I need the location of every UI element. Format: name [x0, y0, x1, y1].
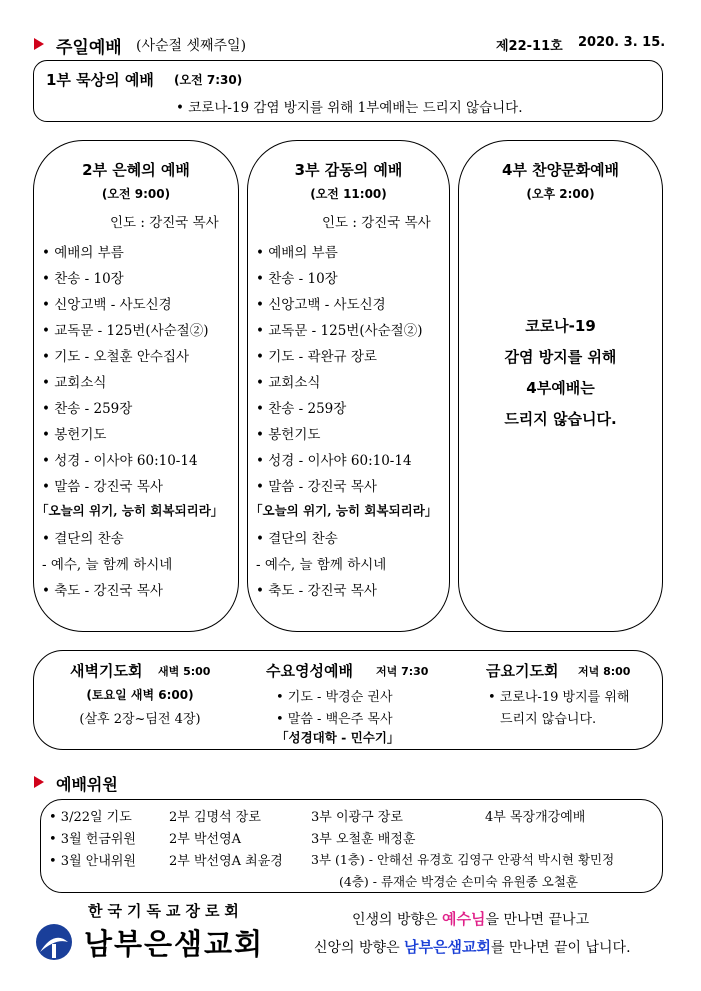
service4-title: 4부 찬양문화예배 [501, 161, 620, 179]
motto-text: 신앙의 방향은 [314, 940, 405, 956]
list-item: • 성경 - 이사야 60:10-14 [42, 453, 198, 469]
committee-cell: 2부 김명석 장로 [169, 810, 261, 825]
motto-line [352, 908, 589, 929]
service4-notice-line: 4부예배는 [526, 379, 595, 397]
list-item: • 교회소식 [42, 375, 107, 391]
list-item: - 예수, 늘 함께 하시네 [42, 557, 173, 573]
motto [300, 908, 680, 968]
service4-notice-line: 감염 방지를 위해 [504, 348, 617, 366]
list-item: • 봉헌기도 [42, 427, 107, 443]
issue-date: 2020. 3. 15. [578, 35, 666, 50]
committee-box [40, 799, 663, 893]
list-item: • 축도 - 강진국 목사 [42, 583, 163, 599]
committee-cell: (4층) - 류재순 박경순 손미숙 유원종 오철훈 [339, 874, 578, 889]
dawn-title: 새벽기도회 [70, 662, 143, 680]
weekday-box [33, 650, 663, 750]
fri-note: • 코로나-19 방지를 위해 [488, 690, 630, 705]
fri-time: 저녁 8:00 [578, 665, 631, 678]
church-emblem-icon [34, 922, 74, 962]
list-item: • 성경 - 이사야 60:10-14 [256, 453, 412, 469]
service1-note: • 코로나-19 감염 방지를 위해 1부예배는 드리지 않습니다. [176, 100, 523, 116]
committee-cell: 2부 박선영A [169, 832, 242, 847]
service1-time: (오전 7:30) [174, 73, 243, 87]
service1-title: 1부 묵상의 예배 [46, 71, 154, 89]
bullet-arrow-icon [34, 776, 44, 788]
service4-time: (오후 2:00) [526, 187, 595, 201]
committee-cell: 3부 이광구 장로 [311, 810, 403, 825]
list-item: • 교독문 - 125번(사순절②) [256, 323, 423, 339]
list-item: • 예배의 부름 [256, 245, 338, 261]
motto-text: 을 만나면 끝나고 [485, 912, 590, 928]
service4-notice-line: 드리지 않습니다. [504, 410, 617, 428]
service3-title: 3부 감동의 예배 [294, 161, 403, 179]
wed-section [246, 651, 464, 751]
list-item: • 찬송 - 259장 [42, 401, 133, 417]
list-item: - 예수, 늘 함께 하시네 [256, 557, 387, 573]
list-item: • 결단의 찬송 [42, 531, 124, 547]
committee-header [34, 772, 334, 794]
list-item: • 찬송 - 259장 [256, 401, 347, 417]
service2-title: 2부 은혜의 예배 [82, 161, 190, 179]
service3-box [247, 140, 450, 632]
service2-time: (오전 9:00) [101, 187, 171, 201]
list-item: • 축도 - 강진국 목사 [256, 583, 377, 599]
list-item: • 봉헌기도 [256, 427, 321, 443]
motto-text: 를 만나면 끝이 납니다. [491, 940, 631, 956]
issue-number: 제22-11호 [496, 39, 563, 54]
dawn-reading: (살후 2장~딤전 4장) [79, 712, 201, 727]
list-item: • 말씀 - 강진국 목사 [42, 479, 163, 495]
fri-section [464, 651, 664, 751]
sermon-title: 「오늘의 위기, 능히 회복되리라」 [250, 503, 438, 518]
list-item: • 신앙고백 - 사도신경 [256, 297, 386, 313]
wed-sermon: • 말씀 - 백은주 목사 [276, 712, 393, 727]
service4-box [458, 140, 663, 632]
wed-title: 수요영성예배 [266, 662, 353, 680]
list-item: • 찬송 - 10장 [256, 271, 338, 287]
list-item: • 교독문 - 125번(사순절②) [42, 323, 209, 339]
service3-leader: 인도 : 강진국 목사 [322, 215, 431, 231]
bullet-arrow-icon [34, 38, 44, 50]
church-logo [34, 900, 304, 970]
list-item: • 말씀 - 강진국 목사 [256, 479, 377, 495]
wed-prayer: • 기도 - 박경순 권사 [276, 690, 393, 705]
committee-label: • 3월 안내위원 [49, 854, 136, 869]
committee-cell: 4부 목장개강예배 [485, 810, 586, 825]
dawn-saturday: (토요일 새벽 6:00) [86, 688, 194, 702]
motto-highlight: 남부은샘교회 [404, 938, 491, 956]
committee-heading: 예배위원 [56, 775, 118, 794]
list-item: • 예배의 부름 [42, 245, 124, 261]
fri-note: 드리지 않습니다. [500, 712, 597, 727]
list-item: • 결단의 찬송 [256, 531, 338, 547]
fri-title: 금요기도회 [486, 662, 559, 680]
committee-cell: 2부 박선영A 최윤경 [169, 854, 283, 869]
list-item: • 기도 - 곽완규 장로 [256, 349, 377, 365]
page-title: 주일예배 [56, 38, 122, 58]
denomination-name: 한국기독교장로회 [88, 902, 244, 920]
committee-cell: 3부 오철훈 배정훈 [311, 832, 416, 847]
motto-highlight: 예수님 [442, 910, 486, 928]
service4-notice-line: 코로나-19 [525, 317, 596, 335]
list-item: • 신앙고백 - 사도신경 [42, 297, 172, 313]
dawn-section [34, 651, 246, 751]
list-item: • 기도 - 오철훈 안수집사 [42, 349, 190, 365]
sermon-title: 「오늘의 위기, 능히 회복되리라」 [36, 503, 224, 518]
committee-label: • 3/22일 기도 [49, 810, 132, 825]
wed-topic: 「성경대학 - 민수기」 [276, 730, 400, 745]
committee-label: • 3월 헌금위원 [49, 832, 136, 847]
motto-line [314, 936, 631, 957]
service2-leader: 인도 : 강진국 목사 [110, 215, 219, 231]
list-item: • 찬송 - 10장 [42, 271, 124, 287]
motto-text: 인생의 방향은 [352, 912, 443, 928]
wed-time: 저녁 7:30 [376, 665, 429, 678]
header [34, 33, 674, 58]
page-subtitle: (사순절 셋째주일) [136, 38, 247, 54]
service1-box [33, 60, 663, 122]
committee-cell: 3부 (1층) - 안해선 유경호 김영구 안광석 박시현 황민정 [311, 852, 615, 867]
service3-time: (오전 11:00) [310, 187, 387, 201]
list-item: • 교회소식 [256, 375, 321, 391]
church-name: 남부은샘교회 [84, 927, 265, 961]
dawn-time: 새벽 5:00 [158, 665, 211, 678]
service2-box [33, 140, 239, 632]
